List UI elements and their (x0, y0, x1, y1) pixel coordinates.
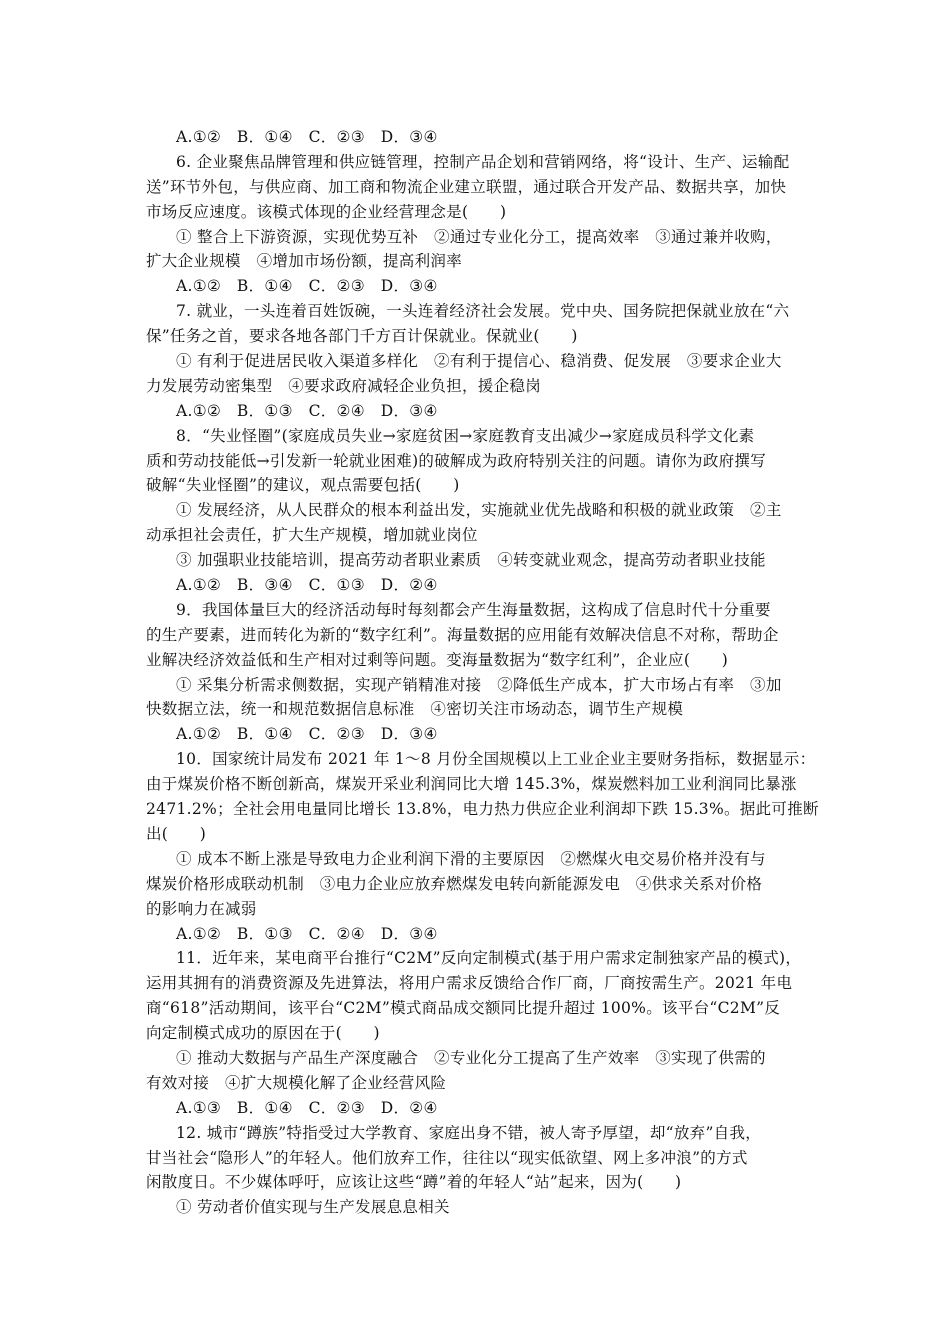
text-line: ① 整合上下游资源，实现优势互补 ②通过专业化分工，提高效率 ③通过兼并收购， (176, 227, 782, 246)
text-line: 快数据立法，统一和规范数据信息标准 ④密切关注市场动态，调节生产规模 (146, 700, 684, 719)
text-line: 9．我国体量巨大的经济活动每时每刻都会产生海量数据，这构成了信息时代十分重要 (176, 600, 771, 619)
text-line: 扩大企业规模 ④增加市场份额，提高利润率 (146, 252, 463, 271)
text-line: 保”任务之首，要求各地各部门千方百计保就业。保就业( ) (146, 327, 578, 346)
text-line: 动承担社会责任，扩大生产规模，增加就业岗位 (146, 526, 478, 545)
text-line: 8．“失业怪圈”(家庭成员失业→家庭贫困→家庭教育支出减少→家庭成员科学文化素 (176, 426, 755, 445)
text-line: ③ 加强职业技能培训，提高劳动者职业素质 ④转变就业观念，提高劳动者职业技能 (176, 551, 766, 570)
text-line: 6. 企业聚焦品牌管理和供应链管理，控制产品企划和营销网络，将“设计、生产、运输配 (176, 152, 790, 171)
text-line: 质和劳动技能低→引发新一轮就业困难)的破解成为政府特别关注的问题。请你为政府撰写 (146, 451, 767, 470)
text-line: A.①② B．①④ C．②③ D．③④ (176, 725, 438, 744)
text-line: 11．近年来，某电商平台推行“C2M”反向定制模式(基于用户需求定制独家产品的模式)， (176, 949, 802, 968)
text-line: 有效对接 ④扩大规模化解了企业经营风险 (146, 1073, 447, 1092)
text-line: 业解决经济效益低和生产相对过剩等问题。变海量数据为“数字红利”，企业应( ) (146, 650, 729, 669)
text-line: A.①② B．①④ C．②③ D．③④ (176, 128, 438, 146)
text-line: ① 发展经济，从人民群众的根本利益出发，实施就业优先战略和积极的就业政策 ②主 (176, 501, 782, 520)
text-line: 市场反应速度。该模式体现的企业经营理念是( ) (146, 202, 507, 221)
text-line: 10．国家统计局发布 2021 年 1～8 月份全国规模以上工业企业主要财务指标，数据显示： (176, 750, 816, 769)
text-line: 7. 就业，一头连着百姓饭碗，一头连着经济社会发展。党中央、国务院把保就业放在“六 (176, 302, 790, 321)
text-line: ① 推动大数据与产品生产深度融合 ②专业化分工提高了生产效率 ③实现了供需的 (176, 1048, 766, 1067)
text-line: 煤炭价格形成联动机制 ③电力企业应放弃燃煤发电转向新能源发电 ④供求关系对价格 (146, 874, 763, 893)
text-line: 向定制模式成功的原因在于( ) (146, 1024, 380, 1043)
text-line: A.①② B．①③ C．②④ D．③④ (176, 924, 438, 943)
text-line: ① 有利于促进居民收入渠道多样化 ②有利于提信心、稳消费、促发展 ③要求企业大 (176, 352, 782, 371)
text-line: A.①② B．③④ C．①③ D．②④ (176, 576, 438, 595)
text-line: A.①② B．①③ C．②④ D．③④ (176, 401, 438, 420)
question-text-block (146, 125, 819, 1220)
text-line: 12. 城市“蹲族”特指受过大学教育、家庭出身不错，被人寄予厚望，却“放弃”自我， (176, 1123, 762, 1142)
text-line: ① 采集分析需求侧数据，实现产销精准对接 ②降低生产成本，扩大市场占有率 ③加 (176, 675, 782, 694)
text-line: 破解“失业怪圈”的建议，观点需要包括( ) (146, 476, 460, 495)
text-line: 闲散度日。不少媒体呼吁，应该让这些“蹲”着的年轻人“站”起来，因为( ) (146, 1173, 682, 1192)
text-line: 出( ) (146, 824, 207, 843)
text-line: 商“618”活动期间，该平台“C2M”模式商品成交额同比提升超过 100%。该平台“C2M”反 (146, 999, 781, 1018)
text-line: ① 成本不断上涨是导致电力企业利润下滑的主要原因 ②燃煤火电交易价格并没有与 (176, 849, 766, 868)
text-line: A.①③ B．①④ C．②③ D．②④ (176, 1098, 438, 1117)
text-line: 的影响力在减弱 (146, 899, 257, 918)
text-line: 运用其拥有的消费资源及先进算法，将用户需求反馈给合作厂商，厂商按需生产。2021 年电 (146, 974, 793, 993)
text-line: ① 劳动者价值实现与生产发展息息相关 (176, 1198, 450, 1217)
text-line: A.①② B．①④ C．②③ D．③④ (176, 277, 438, 296)
text-line: 甘当社会“隐形人”的年轻人。他们放弃工作，往往以“现实低欲望、网上多冲浪”的方式 (146, 1148, 748, 1167)
text-line: 力发展劳动密集型 ④要求政府减轻企业负担，援企稳岗 (146, 376, 542, 395)
text-line: 2471.2%；全社会用电量同比增长 13.8%，电力热力供应企业利润却下跌 15.3%。据此可推断 (146, 800, 819, 819)
text-line: 送”环节外包，与供应商、加工商和物流企业建立联盟，通过联合开发产品、数据共享，加快 (146, 177, 787, 196)
text-line: 的生产要素，进而转化为新的“数字红利”。海量数据的应用能有效解决信息不对称，帮助企 (146, 625, 779, 644)
text-line: 由于煤炭价格不断创新高，煤炭开采业利润同比大增 145.3%，煤炭燃料加工业利润同比暴涨 (146, 775, 797, 794)
